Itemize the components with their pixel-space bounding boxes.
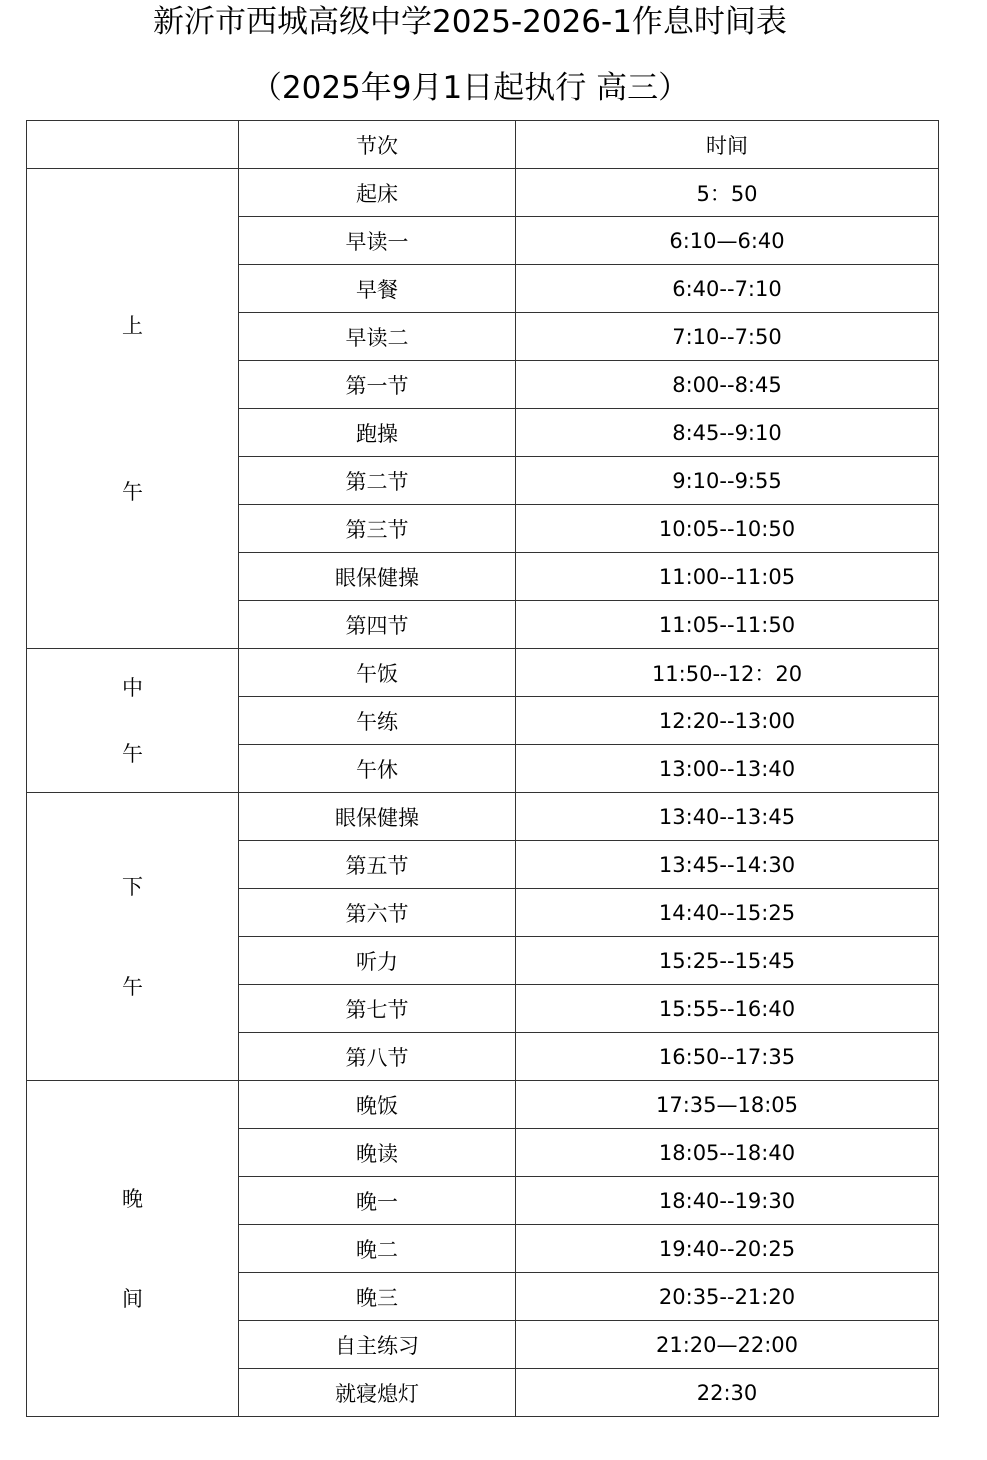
time-cell: 18:05--18:40 [516, 1129, 939, 1177]
period-char: 上 [122, 313, 143, 338]
session-cell: 第四节 [239, 601, 516, 649]
period-label [27, 874, 238, 1000]
session-cell: 第六节 [239, 889, 516, 937]
time-cell: 6:40--7:10 [516, 265, 939, 313]
schedule-body [27, 169, 939, 1417]
time-cell: 22:30 [516, 1369, 939, 1417]
session-cell: 晚二 [239, 1225, 516, 1273]
period-cell [27, 169, 239, 649]
period-char: 午 [122, 479, 143, 504]
period-label [27, 1186, 238, 1312]
period-cell [27, 793, 239, 1081]
period-char: 下 [122, 874, 143, 899]
header-period [27, 121, 239, 169]
time-cell: 11:05--11:50 [516, 601, 939, 649]
session-cell: 晚饭 [239, 1081, 516, 1129]
session-cell: 跑操 [239, 409, 516, 457]
session-cell: 自主练习 [239, 1321, 516, 1369]
period-cell [27, 649, 239, 793]
session-cell: 起床 [239, 169, 516, 217]
session-cell: 第三节 [239, 505, 516, 553]
time-cell: 7:10--7:50 [516, 313, 939, 361]
header-session: 节次 [239, 121, 516, 169]
session-cell: 听力 [239, 937, 516, 985]
table-row [27, 169, 939, 217]
session-cell: 就寝熄灯 [239, 1369, 516, 1417]
time-cell: 14:40--15:25 [516, 889, 939, 937]
session-cell: 早读一 [239, 217, 516, 265]
period-label [27, 675, 238, 767]
time-cell: 16:50--17:35 [516, 1033, 939, 1081]
time-cell: 18:40--19:30 [516, 1177, 939, 1225]
period-label [27, 313, 238, 505]
session-cell: 晚三 [239, 1273, 516, 1321]
page-title: 新沂市西城高级中学2025-2026-1作息时间表 [153, 4, 787, 40]
header-time: 时间 [516, 121, 939, 169]
time-cell: 11:50--12：20 [516, 649, 939, 697]
time-cell: 8:00--8:45 [516, 361, 939, 409]
table-row [27, 649, 939, 697]
session-cell: 第七节 [239, 985, 516, 1033]
session-cell: 第二节 [239, 457, 516, 505]
session-cell: 第五节 [239, 841, 516, 889]
time-cell: 21:20—22:00 [516, 1321, 939, 1369]
session-cell: 眼保健操 [239, 793, 516, 841]
time-cell: 5：50 [516, 169, 939, 217]
session-cell: 午休 [239, 745, 516, 793]
time-cell: 17:35—18:05 [516, 1081, 939, 1129]
session-cell: 第八节 [239, 1033, 516, 1081]
page-subtitle: （2025年9月1日起执行 高三） [250, 70, 690, 106]
schedule-table [26, 120, 939, 1417]
period-char: 中 [122, 675, 143, 700]
session-cell: 午饭 [239, 649, 516, 697]
session-cell: 早读二 [239, 313, 516, 361]
time-cell: 20:35--21:20 [516, 1273, 939, 1321]
period-char: 间 [122, 1286, 143, 1311]
table-header-row [27, 121, 939, 169]
session-cell: 晚读 [239, 1129, 516, 1177]
period-char: 晚 [122, 1186, 143, 1211]
time-cell: 19:40--20:25 [516, 1225, 939, 1273]
time-cell: 13:40--13:45 [516, 793, 939, 841]
session-cell: 眼保健操 [239, 553, 516, 601]
time-cell: 13:00--13:40 [516, 745, 939, 793]
time-cell: 11:00--11:05 [516, 553, 939, 601]
time-cell: 10:05--10:50 [516, 505, 939, 553]
time-cell: 8:45--9:10 [516, 409, 939, 457]
table-row [27, 793, 939, 841]
time-cell: 15:55--16:40 [516, 985, 939, 1033]
time-cell: 6:10—6:40 [516, 217, 939, 265]
period-char: 午 [122, 974, 143, 999]
time-cell: 13:45--14:30 [516, 841, 939, 889]
session-cell: 午练 [239, 697, 516, 745]
period-char: 午 [122, 741, 143, 766]
period-cell [27, 1081, 239, 1417]
time-cell: 9:10--9:55 [516, 457, 939, 505]
session-cell: 第一节 [239, 361, 516, 409]
session-cell: 早餐 [239, 265, 516, 313]
table-row [27, 1081, 939, 1129]
time-cell: 15:25--15:45 [516, 937, 939, 985]
time-cell: 12:20--13:00 [516, 697, 939, 745]
session-cell: 晚一 [239, 1177, 516, 1225]
